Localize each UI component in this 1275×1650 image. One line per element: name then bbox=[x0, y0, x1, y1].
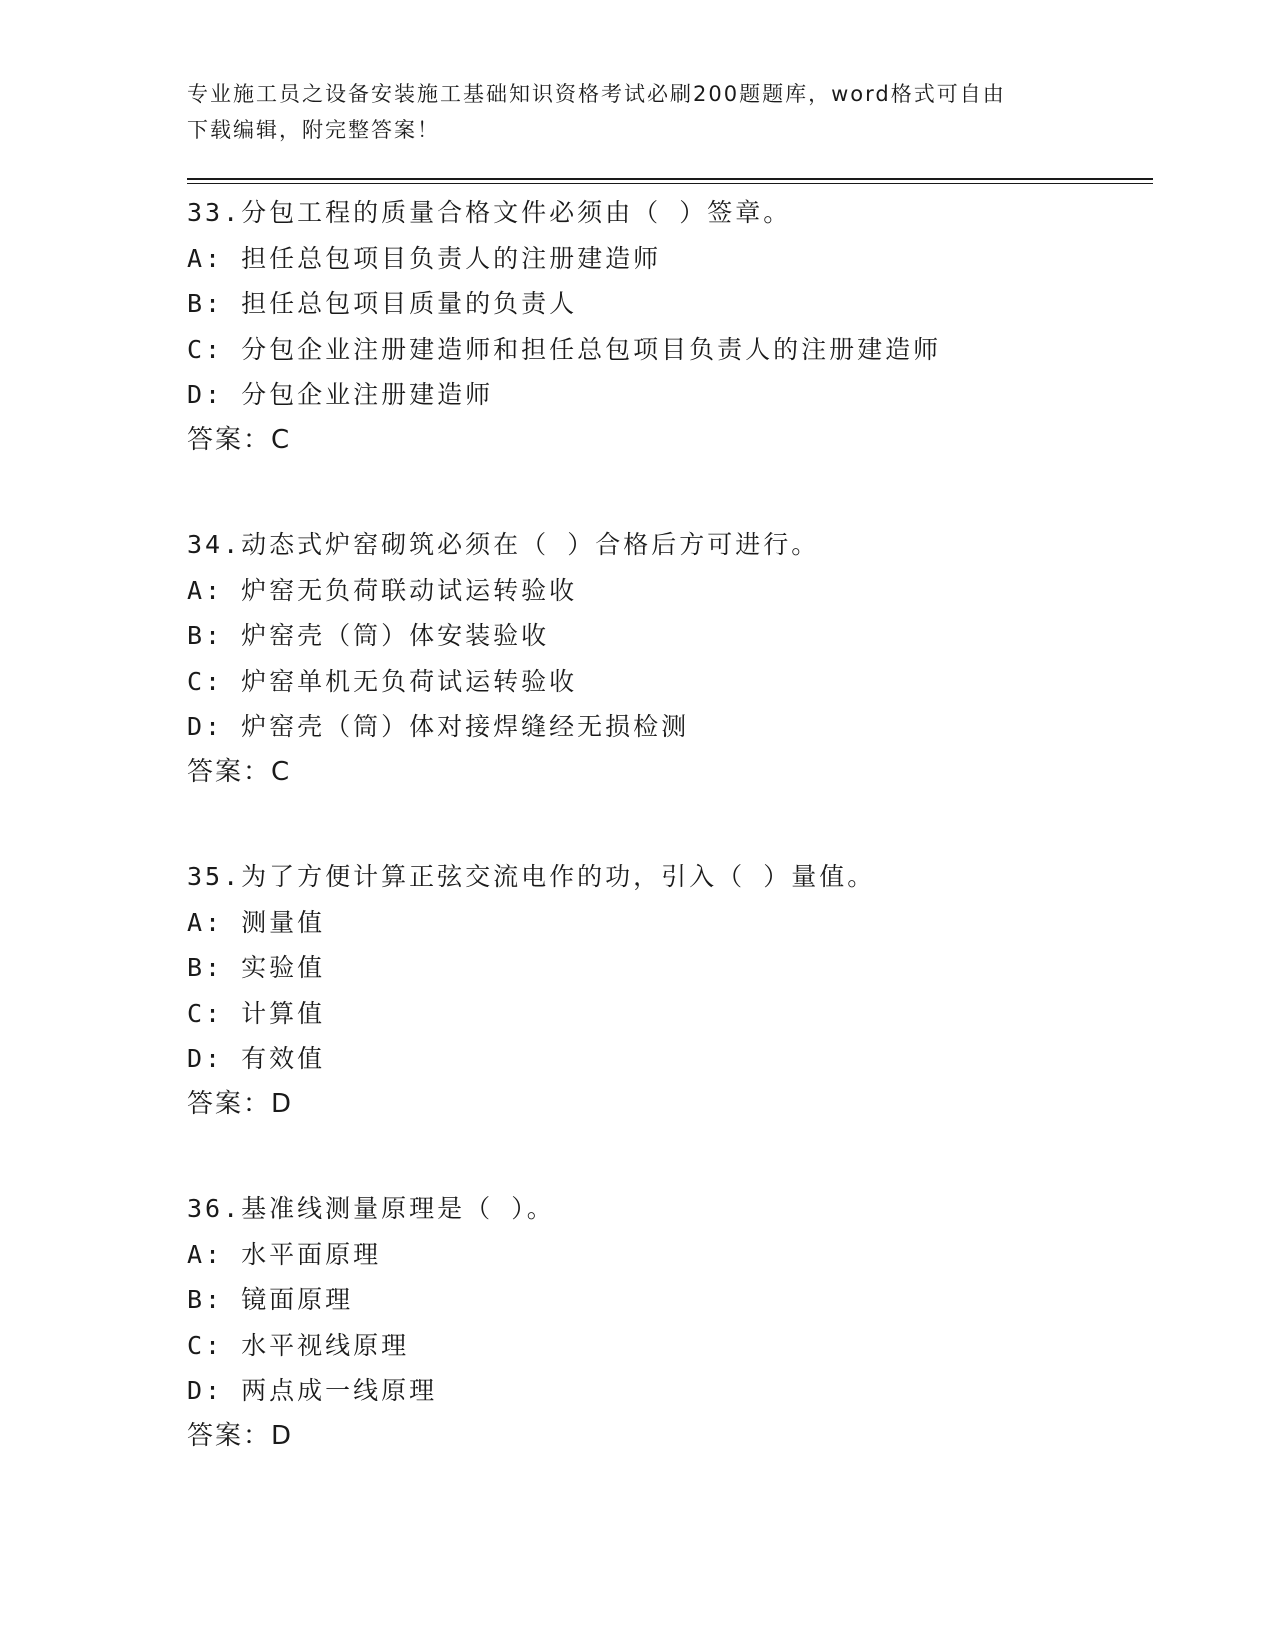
question-list bbox=[187, 190, 1153, 1518]
option-c: C: 水平视线原理 bbox=[187, 1330, 410, 1360]
option-a: A: 担任总包项目负责人的注册建造师 bbox=[187, 243, 662, 273]
option-a: A: 水平面原理 bbox=[187, 1239, 382, 1269]
header-line-2: 下载编辑，附完整答案！ bbox=[187, 118, 440, 142]
question-35 bbox=[187, 854, 1153, 1127]
question-stem: 33.分包工程的质量合格文件必须由（ ）签章。 bbox=[187, 198, 792, 227]
option-c: C: 计算值 bbox=[187, 998, 326, 1028]
option-b: B: 实验值 bbox=[187, 953, 326, 982]
question-stem: 36.基准线测量原理是（ ）。 bbox=[187, 1194, 555, 1223]
option-a: A: 炉窑无负荷联动试运转验收 bbox=[187, 575, 578, 605]
header-divider-thick bbox=[187, 178, 1153, 180]
option-a: A: 测量值 bbox=[187, 907, 326, 937]
header-line-1: 专业施工员之设备安装施工基础知识资格考试必刷200题题库，word格式可自由 bbox=[187, 82, 1006, 106]
answer: 答案：D bbox=[187, 1088, 294, 1119]
option-c: C: 分包企业注册建造师和担任总包项目负责人的注册建造师 bbox=[187, 334, 942, 364]
option-c: C: 炉窑单机无负荷试运转验收 bbox=[187, 666, 578, 696]
option-d: D: 分包企业注册建造师 bbox=[187, 380, 494, 409]
question-34 bbox=[187, 522, 1153, 795]
answer: 答案：C bbox=[187, 756, 292, 787]
question-stem: 35.为了方便计算正弦交流电作的功，引入（ ）量值。 bbox=[187, 862, 876, 891]
document-header bbox=[187, 76, 1067, 148]
option-b: B: 担任总包项目质量的负责人 bbox=[187, 289, 578, 318]
answer: 答案：C bbox=[187, 424, 292, 455]
option-b: B: 镜面原理 bbox=[187, 1285, 354, 1314]
question-33 bbox=[187, 190, 1153, 463]
header-divider-thin bbox=[187, 183, 1153, 184]
answer: 答案：D bbox=[187, 1420, 294, 1451]
question-36 bbox=[187, 1186, 1153, 1459]
option-b: B: 炉窑壳（筒）体安装验收 bbox=[187, 621, 550, 650]
option-d: D: 炉窑壳（筒）体对接焊缝经无损检测 bbox=[187, 712, 690, 741]
option-d: D: 两点成一线原理 bbox=[187, 1376, 438, 1405]
option-d: D: 有效值 bbox=[187, 1044, 326, 1073]
question-stem: 34.动态式炉窑砌筑必须在（ ）合格后方可进行。 bbox=[187, 530, 820, 559]
